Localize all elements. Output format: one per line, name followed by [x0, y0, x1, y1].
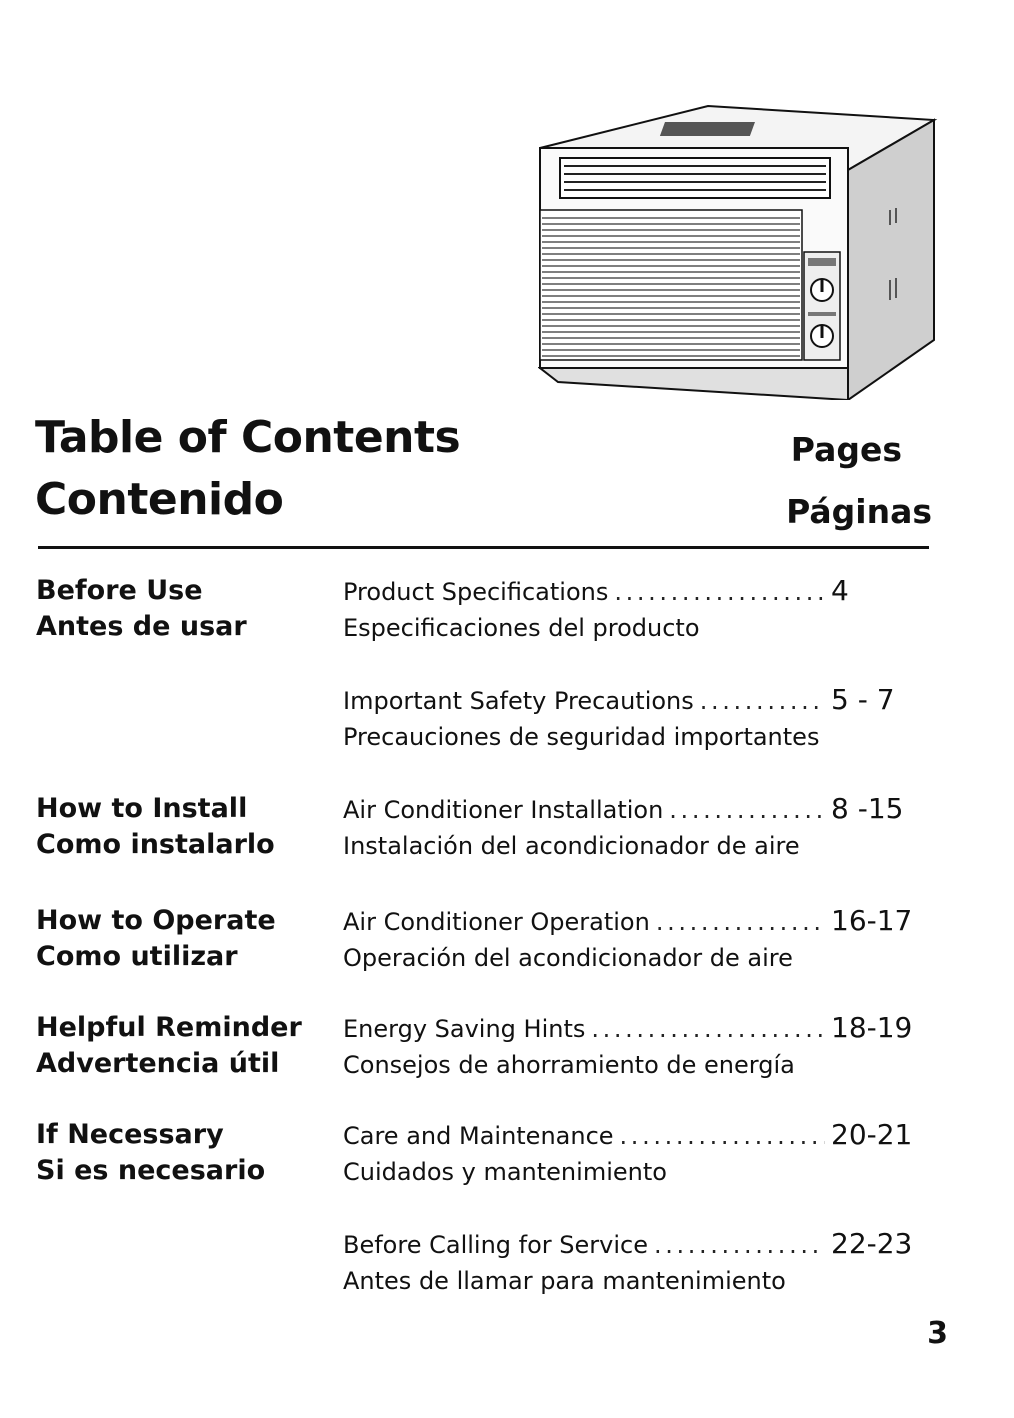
toc-entry-installation[interactable]: [343, 791, 919, 864]
section-label-spanish: Advertencia útil: [36, 1048, 280, 1079]
toc-entry-title: Air Conditioner Operation: [343, 908, 650, 936]
section-label: Helpful Reminder: [36, 1012, 302, 1043]
toc-entry-title-spanish: Antes de llamar para mantenimiento: [343, 1267, 786, 1295]
toc-entry-title: Product Specifications: [343, 578, 609, 606]
toc-entry-safety-precautions[interactable]: [343, 682, 919, 755]
toc-entry-before-calling-service[interactable]: [343, 1226, 919, 1299]
toc-entry-title: Before Calling for Service: [343, 1231, 648, 1259]
header-divider: [38, 546, 929, 549]
section-label-spanish: Si es necesario: [36, 1155, 266, 1186]
dot-leader: [614, 574, 825, 610]
section-label: How to Operate: [36, 905, 276, 936]
toc-entry-pages: 20-21: [831, 1118, 913, 1151]
toc-entry-title: Care and Maintenance: [343, 1122, 614, 1150]
section-label-spanish: Antes de usar: [36, 611, 247, 642]
toc-entry-pages: 4: [831, 574, 849, 607]
section-helpful-reminder: [36, 1010, 302, 1082]
toc-entry-title: Air Conditioner Installation: [343, 796, 664, 824]
toc-entry-pages: 5 - 7: [831, 683, 895, 716]
toc-entry-operation[interactable]: [343, 903, 919, 976]
pages-heading: Pages: [790, 430, 902, 469]
dot-leader: [656, 904, 825, 940]
toc-entry-title-spanish: Instalación del acondicionador de aire: [343, 832, 800, 860]
section-how-to-install: [36, 791, 275, 863]
section-before-use: [36, 573, 247, 645]
dot-leader: [620, 1118, 825, 1154]
dot-leader: [591, 1011, 825, 1047]
dot-leader: [654, 1227, 825, 1263]
section-label-spanish: Como instalarlo: [36, 829, 275, 860]
section-if-necessary: [36, 1117, 265, 1189]
section-label: If Necessary: [36, 1119, 224, 1150]
page-title-spanish: Contenido: [35, 474, 284, 525]
toc-entry-title-spanish: Operación del acondicionador de aire: [343, 944, 793, 972]
section-label-spanish: Como utilizar: [36, 941, 238, 972]
toc-entry-title: Important Safety Precautions: [343, 687, 694, 715]
toc-entry-pages: 18-19: [831, 1011, 913, 1044]
page-title: Table of Contents: [35, 412, 461, 463]
toc-entry-energy-saving[interactable]: [343, 1010, 919, 1083]
pages-heading-spanish: Páginas: [786, 492, 932, 531]
section-label: Before Use: [36, 575, 203, 606]
toc-entry-pages: 22-23: [831, 1227, 913, 1260]
section-label: How to Install: [36, 793, 248, 824]
toc-entry-title: Energy Saving Hints: [343, 1015, 586, 1043]
dot-leader: [700, 683, 825, 719]
toc-entry-care-maintenance[interactable]: [343, 1117, 919, 1190]
toc-entry-title-spanish: Consejos de ahorramiento de energía: [343, 1051, 795, 1079]
toc-entry-title-spanish: Especificaciones del producto: [343, 614, 700, 642]
toc-entry-pages: 8 -15: [831, 792, 904, 825]
dot-leader: [669, 792, 825, 828]
toc-entry-pages: 16-17: [831, 904, 913, 937]
air-conditioner-icon: [538, 100, 938, 400]
toc-entry-title-spanish: Precauciones de seguridad importantes: [343, 723, 820, 751]
toc-entry-product-specifications[interactable]: [343, 573, 919, 646]
section-how-to-operate: [36, 903, 276, 975]
page-number: 3: [927, 1316, 948, 1351]
toc-entry-title-spanish: Cuidados y mantenimiento: [343, 1158, 667, 1186]
